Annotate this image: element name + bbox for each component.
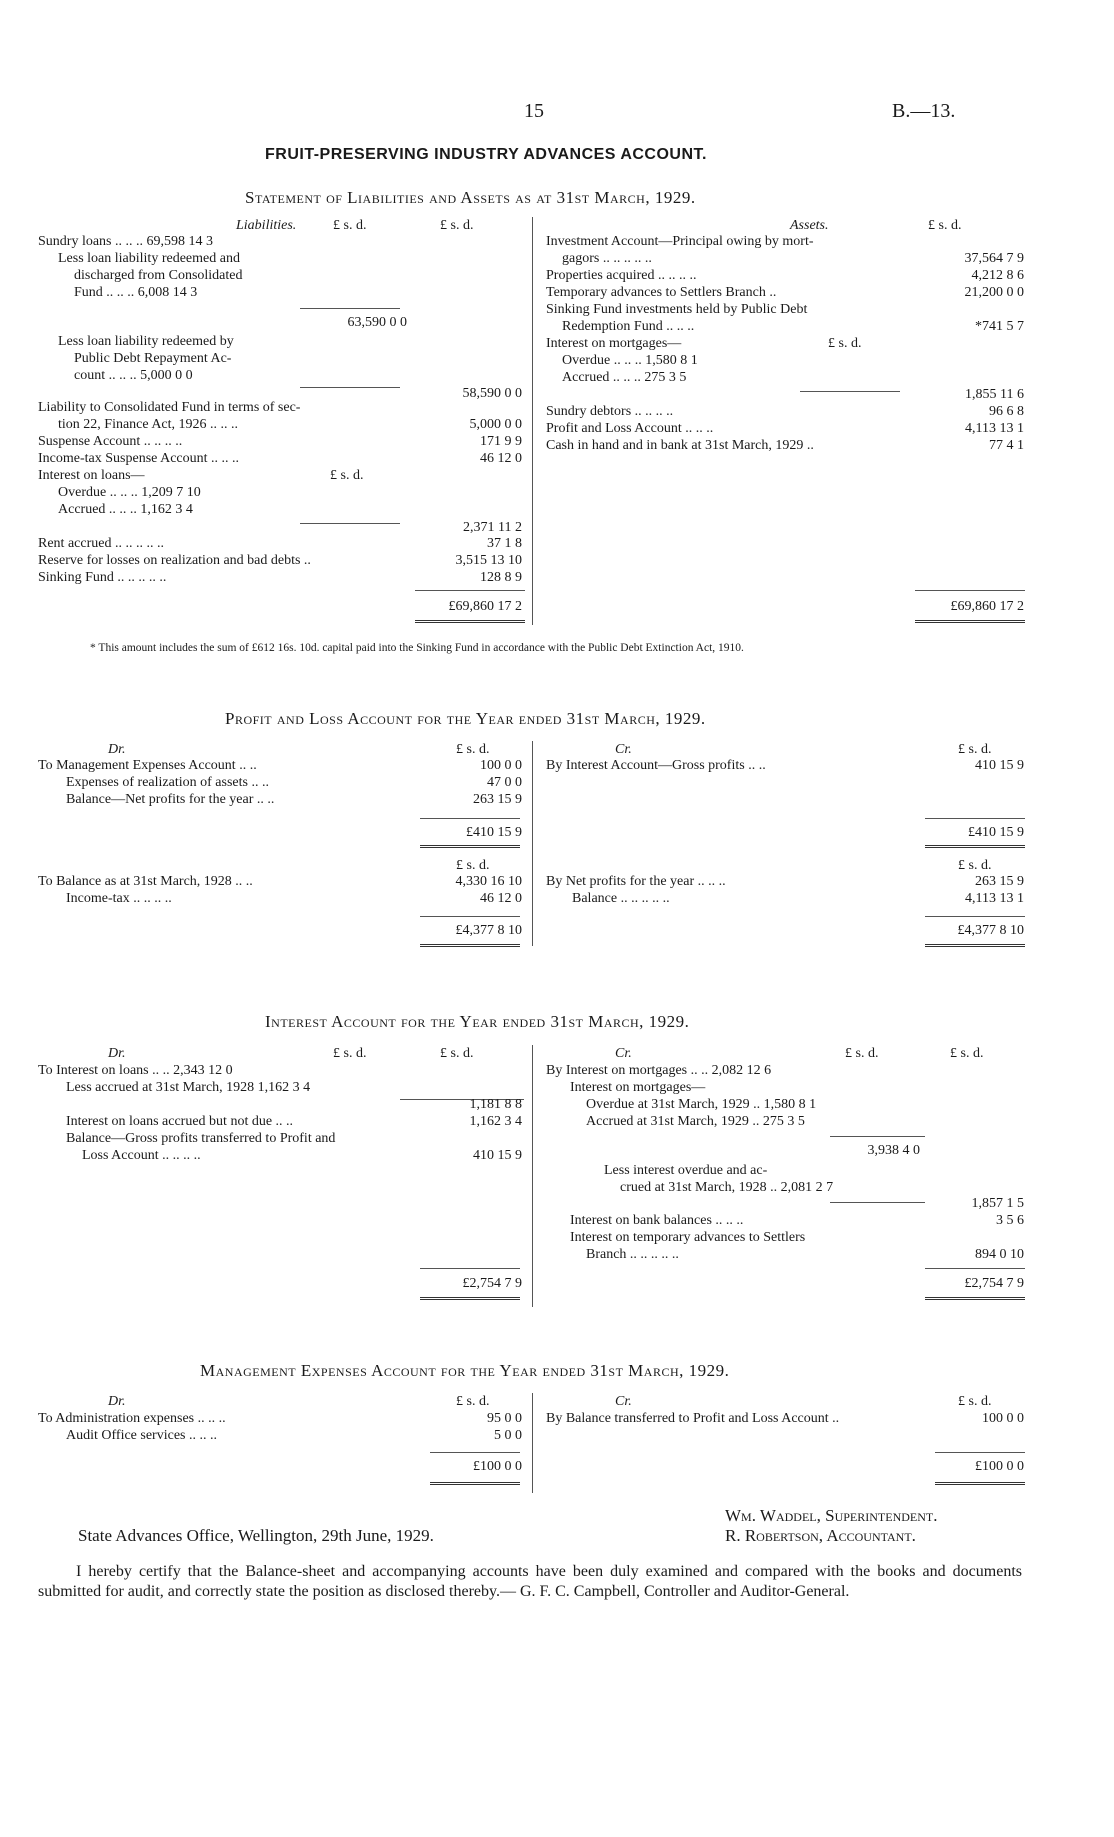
- assets-lsd-header: £ s. d.: [928, 218, 962, 233]
- liab-line: Income-tax Suspense Account .. .. ..: [38, 451, 240, 466]
- asset-amount: 96 6 8: [989, 404, 1024, 419]
- mgmt-right-total: £100 0 0: [975, 1459, 1024, 1474]
- pl-right-lsd-2: £ s. d.: [958, 858, 992, 873]
- liab-lsd-header-1: £ s. d.: [333, 218, 367, 233]
- liab-line: Suspense Account .. .. .. ..: [38, 434, 183, 449]
- pl-lsd-left: £ s. d.: [456, 742, 490, 757]
- int-left-line: Balance—Gross profits transferred to Profit and: [66, 1131, 336, 1146]
- int-right-line: crued at 31st March, 1928 .. 2,081 2 7: [620, 1180, 834, 1195]
- pl-right-amount: 263 15 9: [975, 874, 1024, 889]
- footnote: * This amount includes the sum of £612 16s. 10d. capital paid into the Sinking Fund in accordance with the Public Debt Extinction Act, 1910.: [90, 642, 744, 654]
- liab-amount: 58,590 0 0: [462, 386, 522, 401]
- pl-left-total: £410 15 9: [466, 825, 522, 840]
- liab-line: Accrued .. .. .. 1,162 3 4: [58, 502, 193, 517]
- signature-superintendent: Wm. Waddel, Superintendent.: [725, 1506, 938, 1525]
- mgmt-right-line: By Balance transferred to Profit and Loss Account ..: [546, 1411, 840, 1426]
- asset-line: Overdue .. .. .. 1,580 8 1: [562, 353, 698, 368]
- document-code: B.—13.: [892, 100, 956, 122]
- pl-right-total: £410 15 9: [968, 825, 1024, 840]
- liab-line: tion 22, Finance Act, 1926 .. .. ..: [58, 417, 239, 432]
- liab-line: Less loan liability redeemed by: [58, 334, 234, 349]
- asset-line: Interest on mortgages—: [546, 336, 682, 351]
- int-lsd-3: £ s. d.: [845, 1046, 879, 1061]
- int-right-line: Interest on bank balances .. .. ..: [570, 1213, 744, 1228]
- pl-left-amount: 46 12 0: [480, 891, 522, 906]
- pl-left-line: Expenses of realization of assets .. ..: [66, 775, 269, 790]
- mgmt-left-line: Audit Office services .. .. ..: [66, 1428, 217, 1443]
- pl-right-line: By Net profits for the year .. .. ..: [546, 874, 726, 889]
- asset-line: Properties acquired .. .. .. ..: [546, 268, 697, 283]
- int-right-line: Accrued at 31st March, 1929 .. 275 3 5: [586, 1114, 805, 1129]
- int-right-amount: 3,938 4 0: [867, 1143, 920, 1158]
- asset-line: Profit and Loss Account .. .. ..: [546, 421, 714, 436]
- liab-lsd-header-2: £ s. d.: [440, 218, 474, 233]
- asset-line: Investment Account—Principal owing by mort-: [546, 234, 814, 249]
- mgmt-heading: Management Expenses Account for the Year ended 31st March, 1929.: [200, 1361, 730, 1380]
- int-right-line: Interest on temporary advances to Settlers: [570, 1230, 806, 1245]
- signature-accountant: R. Robertson, Accountant.: [725, 1526, 916, 1545]
- pl-left-line: Income-tax .. .. .. ..: [66, 891, 172, 906]
- mgmt-left-amount: 5 0 0: [494, 1428, 522, 1443]
- int-lsd-2: £ s. d.: [440, 1046, 474, 1061]
- int-lsd-1: £ s. d.: [333, 1046, 367, 1061]
- liab-amount: 37 1 8: [487, 536, 522, 551]
- liab-line: Sundry loans .. .. .. 69,598 14 3: [38, 234, 213, 249]
- int-right-line: Interest on mortgages—: [570, 1080, 706, 1095]
- pl-right-line: Balance .. .. .. .. ..: [572, 891, 670, 906]
- asset-line: Cash in hand and in bank at 31st March, 1929 ..: [546, 438, 814, 453]
- liab-amount: 128 8 9: [480, 570, 522, 585]
- int-right-total: £2,754 7 9: [964, 1276, 1024, 1291]
- pl-left-total: £4,377 8 10: [455, 923, 522, 938]
- liab-amount: 46 12 0: [480, 451, 522, 466]
- liab-line: count .. .. .. 5,000 0 0: [74, 368, 193, 383]
- mgmt-right-amount: 100 0 0: [982, 1411, 1024, 1426]
- assets-label: Assets.: [790, 218, 829, 233]
- auditor-certification: I hereby certify that the Balance-sheet and accompanying accounts have been duly examined and compared with the books and documents submitted for audit, and correctly state the position as disclosed thereby.— G. F. C. Campbell, Controller and Auditor-General.: [38, 1563, 1022, 1600]
- asset-amount: 4,113 13 1: [965, 421, 1024, 436]
- int-left-amount: 1,181 8 8: [469, 1097, 522, 1112]
- pl-left-line: To Balance as at 31st March, 1928 .. ..: [38, 874, 253, 889]
- liab-line: Liability to Consolidated Fund in terms of sec-: [38, 400, 301, 415]
- liab-amount: 5,000 0 0: [469, 417, 522, 432]
- asset-line: gagors .. .. .. .. ..: [562, 251, 652, 266]
- mgmt-left-line: To Administration expenses .. .. ..: [38, 1411, 226, 1426]
- asset-line: Accrued .. .. .. 275 3 5: [562, 370, 687, 385]
- mgmt-lsd-left: £ s. d.: [456, 1394, 490, 1409]
- liab-lsd: £ s. d.: [330, 468, 364, 483]
- liab-line: Overdue .. .. .. 1,209 7 10: [58, 485, 201, 500]
- pl-left-line: Balance—Net profits for the year .. ..: [66, 792, 275, 807]
- liab-amount: 2,371 11 2: [463, 520, 522, 535]
- mgmt-dr: Dr.: [108, 1394, 126, 1409]
- asset-amount: 4,212 8 6: [971, 268, 1024, 283]
- asset-lsd: £ s. d.: [828, 336, 862, 351]
- interest-heading: Interest Account for the Year ended 31st March, 1929.: [265, 1012, 690, 1031]
- liab-total: £69,860 17 2: [448, 599, 522, 614]
- int-left-line: Loss Account .. .. .. ..: [82, 1148, 201, 1163]
- page-number: 15: [524, 100, 544, 122]
- pl-right-amount: 410 15 9: [975, 758, 1024, 773]
- pl-right-total: £4,377 8 10: [957, 923, 1024, 938]
- int-lsd-4: £ s. d.: [950, 1046, 984, 1061]
- liab-line: Public Debt Repayment Ac-: [74, 351, 232, 366]
- liab-line: Less loan liability redeemed and: [58, 251, 240, 266]
- int-left-total: £2,754 7 9: [462, 1276, 522, 1291]
- pl-left-line: To Management Expenses Account .. ..: [38, 758, 257, 773]
- liabilities-label: Liabilities.: [236, 218, 297, 233]
- int-dr: Dr.: [108, 1046, 126, 1061]
- asset-total: £69,860 17 2: [950, 599, 1024, 614]
- int-left-line: Less accrued at 31st March, 1928 1,162 3 4: [66, 1080, 311, 1095]
- int-left-line: To Interest on loans .. .. 2,343 12 0: [38, 1063, 233, 1078]
- int-right-line: Less interest overdue and ac-: [604, 1163, 768, 1178]
- office-and-date: State Advances Office, Wellington, 29th June, 1929.: [78, 1526, 434, 1545]
- asset-line: Sinking Fund investments held by Public Debt: [546, 302, 808, 317]
- pl-left-amount: 4,330 16 10: [455, 874, 522, 889]
- asset-amount: 21,200 0 0: [964, 285, 1024, 300]
- int-right-amount: 3 5 6: [996, 1213, 1024, 1228]
- pl-left-lsd-2: £ s. d.: [456, 858, 490, 873]
- liab-amount: 3,515 13 10: [455, 553, 522, 568]
- mgmt-cr: Cr.: [615, 1394, 632, 1409]
- int-right-line: By Interest on mortgages .. .. 2,082 12 6: [546, 1063, 772, 1078]
- asset-amount: *741 5 7: [975, 319, 1024, 334]
- liab-line: discharged from Consolidated: [74, 268, 243, 283]
- int-cr: Cr.: [615, 1046, 632, 1061]
- liab-line: Fund .. .. .. 6,008 14 3: [74, 285, 198, 300]
- liab-line: Reserve for losses on realization and bad debts ..: [38, 553, 311, 568]
- mgmt-left-amount: 95 0 0: [487, 1411, 522, 1426]
- asset-amount: 1,855 11 6: [965, 387, 1024, 402]
- mgmt-left-total: £100 0 0: [473, 1459, 522, 1474]
- liab-line: Interest on loans—: [38, 468, 145, 483]
- profit-loss-heading: Profit and Loss Account for the Year ended 31st March, 1929.: [225, 709, 706, 728]
- balance-sheet-heading: Statement of Liabilities and Assets as at 31st March, 1929.: [245, 188, 696, 207]
- mgmt-lsd-right: £ s. d.: [958, 1394, 992, 1409]
- int-right-amount: 894 0 10: [975, 1247, 1024, 1262]
- int-left-line: Interest on loans accrued but not due .. ..: [66, 1114, 294, 1129]
- asset-line: Temporary advances to Settlers Branch ..: [546, 285, 777, 300]
- asset-line: Redemption Fund .. .. ..: [562, 319, 695, 334]
- int-right-amount: 1,857 1 5: [971, 1196, 1024, 1211]
- pl-lsd-right: £ s. d.: [958, 742, 992, 757]
- liab-line: Rent accrued .. .. .. .. ..: [38, 536, 164, 551]
- int-left-amount: 410 15 9: [473, 1148, 522, 1163]
- pl-right-amount: 4,113 13 1: [965, 891, 1024, 906]
- pl-left-amount: 47 0 0: [487, 775, 522, 790]
- liab-line: Sinking Fund .. .. .. .. ..: [38, 570, 167, 585]
- pl-right-line: By Interest Account—Gross profits .. ..: [546, 758, 766, 773]
- pl-cr: Cr.: [615, 742, 632, 757]
- page-title: FRUIT-PRESERVING INDUSTRY ADVANCES ACCOUNT.: [265, 146, 707, 163]
- asset-amount: 77 4 1: [989, 438, 1024, 453]
- int-left-amount: 1,162 3 4: [469, 1114, 522, 1129]
- liab-amount: 171 9 9: [480, 434, 522, 449]
- liab-amount: 63,590 0 0: [347, 315, 407, 330]
- int-right-line: Branch .. .. .. .. ..: [586, 1247, 679, 1262]
- asset-line: Sundry debtors .. .. .. ..: [546, 404, 674, 419]
- int-right-line: Overdue at 31st March, 1929 .. 1,580 8 1: [586, 1097, 817, 1112]
- pl-left-amount: 100 0 0: [480, 758, 522, 773]
- pl-left-amount: 263 15 9: [473, 792, 522, 807]
- asset-amount: 37,564 7 9: [964, 251, 1024, 266]
- pl-dr: Dr.: [108, 742, 126, 757]
